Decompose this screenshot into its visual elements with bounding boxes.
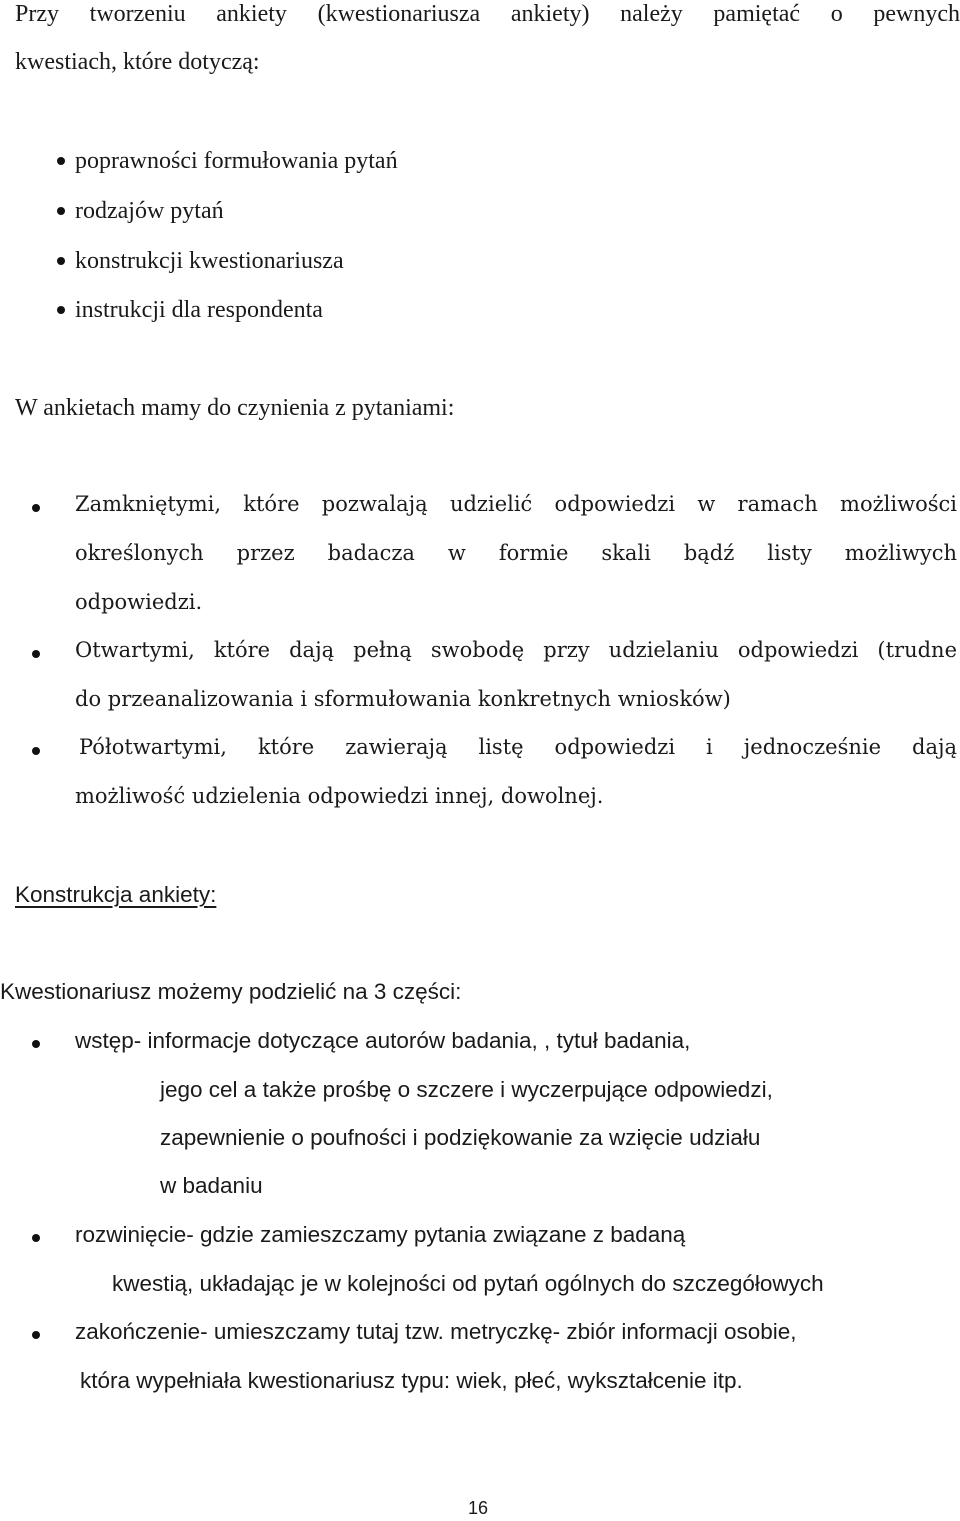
question-type-open-line-1: Otwartymi, które dają pełną swobodę przy udzielaniu odpowiedzi (trudne: [75, 638, 957, 662]
intro-line-1: Przy tworzeniu ankiety (kwestionariusza ankiety) należy pamiętać o pewnych: [15, 1, 960, 27]
list-item: konstrukcji kwestionariusza: [75, 248, 344, 274]
questions-heading: W ankietach mamy do czynienia z pytaniami:: [15, 395, 455, 421]
bullet-icon: [32, 1234, 40, 1242]
parts-intro: Kwestionariusz możemy podzielić na 3 części:: [0, 979, 462, 1004]
list-item: rodzajów pytań: [75, 198, 224, 224]
bullet-icon: [57, 306, 65, 314]
part-intro-line-3: zapewnienie o poufności i podziękowanie za wzięcie udziału: [160, 1125, 761, 1150]
question-type-closed-line-3: odpowiedzi.: [75, 590, 203, 614]
part-intro-line-2: jego cel a także prośbę o szczere i wyczerpujące odpowiedzi,: [160, 1077, 773, 1102]
part-body-line-2: kwestią, układając je w kolejności od pytań ogólnych do szczegółowych: [112, 1271, 824, 1296]
question-type-open-line-2: do przeanalizowania i sformułowania konkretnych wniosków): [75, 687, 731, 711]
list-item: poprawności formułowania pytań: [75, 148, 398, 174]
bullet-icon: [57, 157, 65, 165]
question-type-semi-open-line-1: Półotwartymi, które zawierają listę odpowiedzi i jednocześnie dają: [79, 735, 957, 759]
construction-heading: Konstrukcja ankiety:: [15, 882, 217, 907]
bullet-icon: [32, 1331, 40, 1339]
question-type-closed-line-2: określonych przez badacza w formie skali bądź listy możliwych: [75, 541, 957, 565]
question-type-semi-open-line-2: możliwość udzielenia odpowiedzi innej, dowolnej.: [75, 784, 604, 808]
question-type-closed-line-1: Zamkniętymi, które pozwalają udzielić odpowiedzi w ramach możliwości: [75, 492, 957, 516]
bullet-icon: [57, 257, 65, 265]
bullet-icon: [32, 504, 40, 512]
part-ending-line-2: która wypełniała kwestionariusz typu: wiek, płeć, wykształcenie itp.: [80, 1368, 743, 1393]
part-body-line-1: rozwinięcie- gdzie zamieszczamy pytania związane z badaną: [75, 1222, 686, 1247]
page-number: 16: [468, 1498, 489, 1518]
intro-line-2: kwestiach, które dotyczą:: [15, 49, 260, 75]
part-ending-line-1: zakończenie- umieszczamy tutaj tzw. metryczkę- zbiór informacji osobie,: [75, 1319, 797, 1344]
bullet-icon: [32, 650, 40, 658]
bullet-icon: [57, 207, 65, 215]
list-item: instrukcji dla respondenta: [75, 297, 323, 323]
bullet-icon: [32, 747, 40, 755]
bullet-icon: [32, 1040, 40, 1048]
part-intro-line-1: wstęp- informacje dotyczące autorów badania, , tytuł badania,: [75, 1028, 691, 1053]
part-intro-line-4: w badaniu: [160, 1173, 263, 1198]
